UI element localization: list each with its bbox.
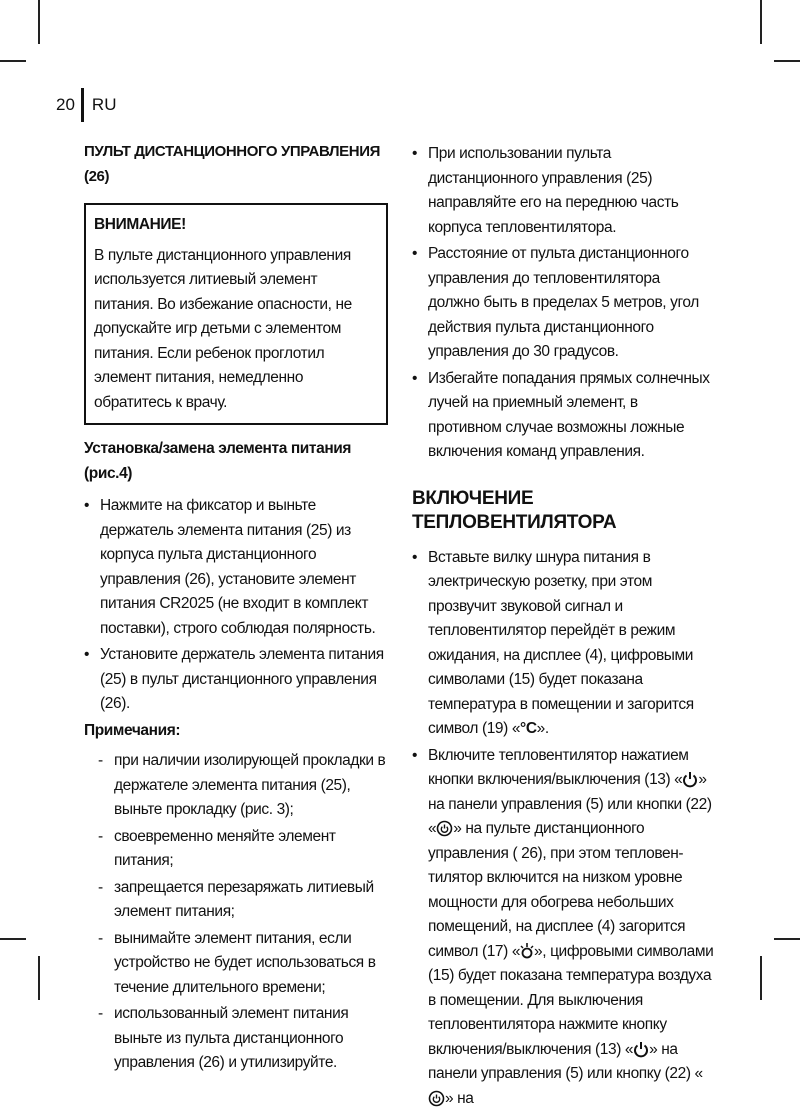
crop-mark — [38, 0, 40, 44]
left-column — [84, 140, 388, 1078]
list-item: • При использовании пульта дистанционного управления (25) направляйте его на переднюю часть корпуса тепловентилятора. — [412, 142, 714, 240]
list-item: • Установите держатель элемента питания (25) в пульт дистанционного управления (26). — [84, 643, 388, 717]
section-title: ПУЛЬТ ДИСТАНЦИОННОГО УПРАВЛЕНИЯ (26) — [84, 143, 380, 185]
right-column — [412, 142, 714, 1113]
crop-mark — [760, 956, 762, 1000]
page-number: 20 — [56, 95, 75, 114]
warning-box — [84, 203, 388, 425]
list-item — [412, 744, 714, 1112]
celsius-symbol: °C — [520, 720, 537, 737]
notes-title: Примечания: — [84, 721, 181, 739]
crop-mark — [38, 956, 40, 1000]
power-icon — [682, 770, 698, 788]
list-item: - при наличии изолирующей прокладки в держателе элемента питания (25), выньте прокладку (рис. 3); — [98, 749, 388, 823]
list-item: - вынимайте элемент питания, если устройство не будет использоваться в течение длительного времени; — [98, 927, 388, 1001]
p2-text-3: » на пульте дистанционного управления ( 26), при этом тепловентилятор включится на низком уровне мощности для обогрева небольших помещений, на дисплее (4) загорится символ (17) « — [428, 820, 686, 960]
list-item: • Расстояние от пульта дистанционного управления до тепловентилятора должно быть в пределах 5 метров, угол действия пульта дистанционного управления до 30 градусов. — [412, 242, 714, 365]
crop-mark — [774, 60, 800, 62]
language-label: RU — [91, 95, 117, 114]
warning-title: ВНИМАНИЕ! — [94, 216, 186, 233]
p1-text: Вставьте вилку шнура питания в электрическую розетку, при этом прозвучит звуковой сигнал и тепловентилятор перейдёт в режим ожидания, на дисплее (4), цифровыми символами (15) будет показана температура в помещении и загорится символ (19) « — [428, 548, 694, 737]
list-item: - использованный элемент питания выньте из пульта дистанционного управления (26) и утилизируйте. — [98, 1002, 388, 1076]
p2-text-2: » на панели управления (5) или кнопки (22) « — [428, 771, 712, 837]
list-item: - запрещается перезаряжать литиевый элемент питания; — [98, 876, 388, 925]
list-item: - своевременно меняйте элемент питания; — [98, 825, 388, 874]
p2-text-1: Включите тепловентилятор нажатием кнопки включения/выключения (13) « — [428, 746, 689, 788]
power-on-list — [412, 546, 714, 1112]
power-on-title: ВКЛЮЧЕНИЕ ТЕПЛОВЕНТИЛЯТОРА — [412, 487, 617, 533]
remote-usage-list — [412, 142, 714, 465]
notes-list — [84, 749, 388, 1076]
p2-text-4: », цифровыми символами (15) будет показана температура воздуха в помещении. Для выключения тепловентилятора нажмите кнопку включения/выключения (13) « — [428, 942, 714, 1058]
remote-power-icon — [436, 820, 453, 837]
install-heading: Установка/замена элемента питания (рис.4) — [84, 440, 352, 482]
remote-power-icon — [428, 1090, 445, 1107]
list-item: • Нажмите на фиксатор и выньте держатель элемента питания (25) из корпуса пульта дистанционного управления (26), установите элемент питания CR2025 (не входит в комплект поставки), строго соблюдая полярность. — [84, 494, 388, 641]
p2-text-5: » на панели управления (5) или кнопку (22) « — [428, 1040, 703, 1082]
power-icon — [633, 1040, 649, 1058]
install-list — [84, 494, 388, 717]
crop-mark — [0, 938, 26, 940]
low-power-icon — [520, 942, 534, 960]
header-divider — [81, 88, 84, 122]
page-header — [56, 88, 116, 122]
list-item — [412, 546, 714, 742]
list-item: • Избегайте попадания прямых солнечных лучей на приемный элемент, в противном случае возможны ложные включения команд управления. — [412, 367, 714, 465]
crop-mark — [760, 0, 762, 44]
warning-text: В пульте дистанционного управления используется литиевый элемент питания. Во избежание опасности, не допускайте игр детьми с элементом питания. Если ребенок проглотил элемент питания, немедленно обратитесь к врачу. — [94, 246, 352, 411]
p2-text-6: » на — [445, 1089, 474, 1107]
crop-mark — [774, 938, 800, 940]
p1-text-end: ». — [536, 720, 549, 737]
crop-mark — [0, 60, 26, 62]
